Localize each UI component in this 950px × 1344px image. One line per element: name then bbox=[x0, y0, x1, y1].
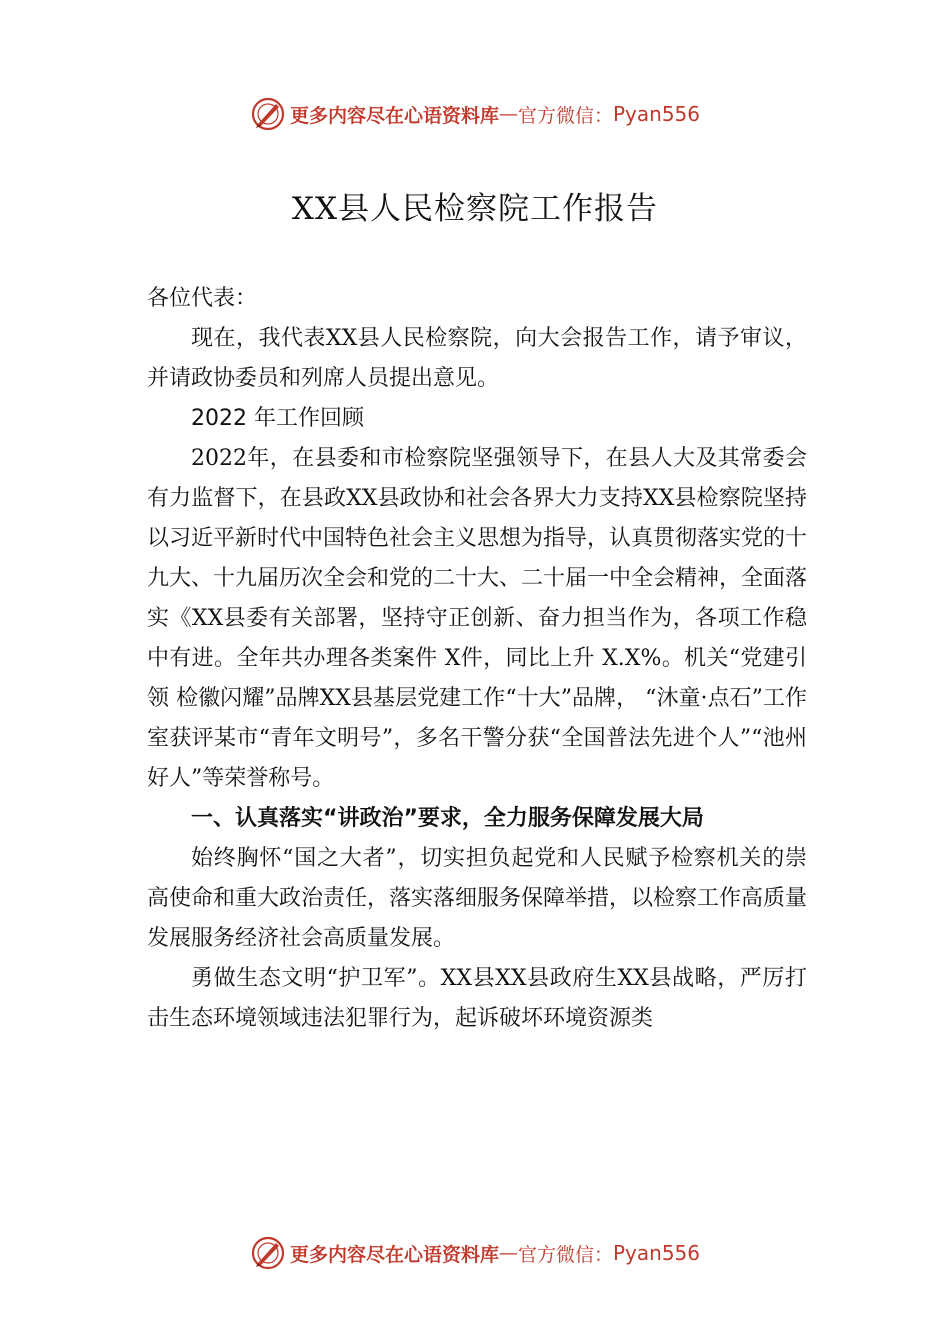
review-paragraph: 2022年，在县委和市检察院坚强领导下，在县人大及其常委会有力监督下，在县政XX县政协和社会各界大力支持XX县检察院坚持以习近平新时代中国特色社会主义思想为指导，认真贯彻落实党的十九大、十九届历次全会和党的二十大、二十届一中全会精神，全面落实《XX县委有关部署，坚持守正创新、奋力担当作为，各项工作稳中有进。全年共办理各类案件 X件，同比上升 X.X%。机关“党建引领 检徽闪耀”品牌XX县基层党建工作“十大”品牌， “沐童·点石”工作室获评某市“青年文明号”，多名干警分获“全国普法先进个人”“池州好人”等荣誉称号。 bbox=[147, 446, 808, 791]
banner-separator: — bbox=[498, 1242, 518, 1264]
section-heading-one: 一、认真落实“讲政治”要求，全力服务保障发展大局 bbox=[191, 806, 704, 831]
banner-wechat-label: 官方微信： bbox=[517, 1243, 613, 1266]
banner-wechat-id: Pyan556 bbox=[613, 1241, 701, 1265]
header-watermark-banner bbox=[0, 94, 950, 134]
footer-watermark-banner bbox=[0, 1233, 950, 1273]
section-heading-review: 2022 年工作回顾 bbox=[191, 406, 364, 431]
banner-wechat-id: Pyan556 bbox=[613, 102, 701, 126]
section-one-paragraph: 始终胸怀“国之大者”，切实担负起党和人民赋予检察机关的崇高使命和重大政治责任，落实落细服务保障举措，以检察工作高质量发展服务经济社会高质量发展。 bbox=[147, 846, 808, 951]
banner-separator: — bbox=[498, 103, 518, 125]
ecology-paragraph: 勇做生态文明“护卫军”。XX县XX县政府生XX县战略，严厉打击生态环境领域违法犯罪行为，起诉破坏环境资源类 bbox=[147, 966, 807, 1031]
document-body bbox=[147, 279, 807, 1039]
banner-text: 更多内容尽在心语资料库 bbox=[289, 1243, 499, 1266]
document-title: XX县人民检察院工作报告 bbox=[291, 191, 659, 227]
banner-wechat-label: 官方微信： bbox=[517, 104, 613, 127]
brush-logo-icon bbox=[250, 96, 286, 132]
salutation: 各位代表： bbox=[147, 286, 258, 311]
brush-logo-icon bbox=[250, 1235, 286, 1271]
banner-text: 更多内容尽在心语资料库 bbox=[289, 104, 499, 127]
intro-paragraph: 现在，我代表XX县人民检察院，向大会报告工作，请予审议，并请政协委员和列席人员提出意见。 bbox=[147, 326, 807, 391]
